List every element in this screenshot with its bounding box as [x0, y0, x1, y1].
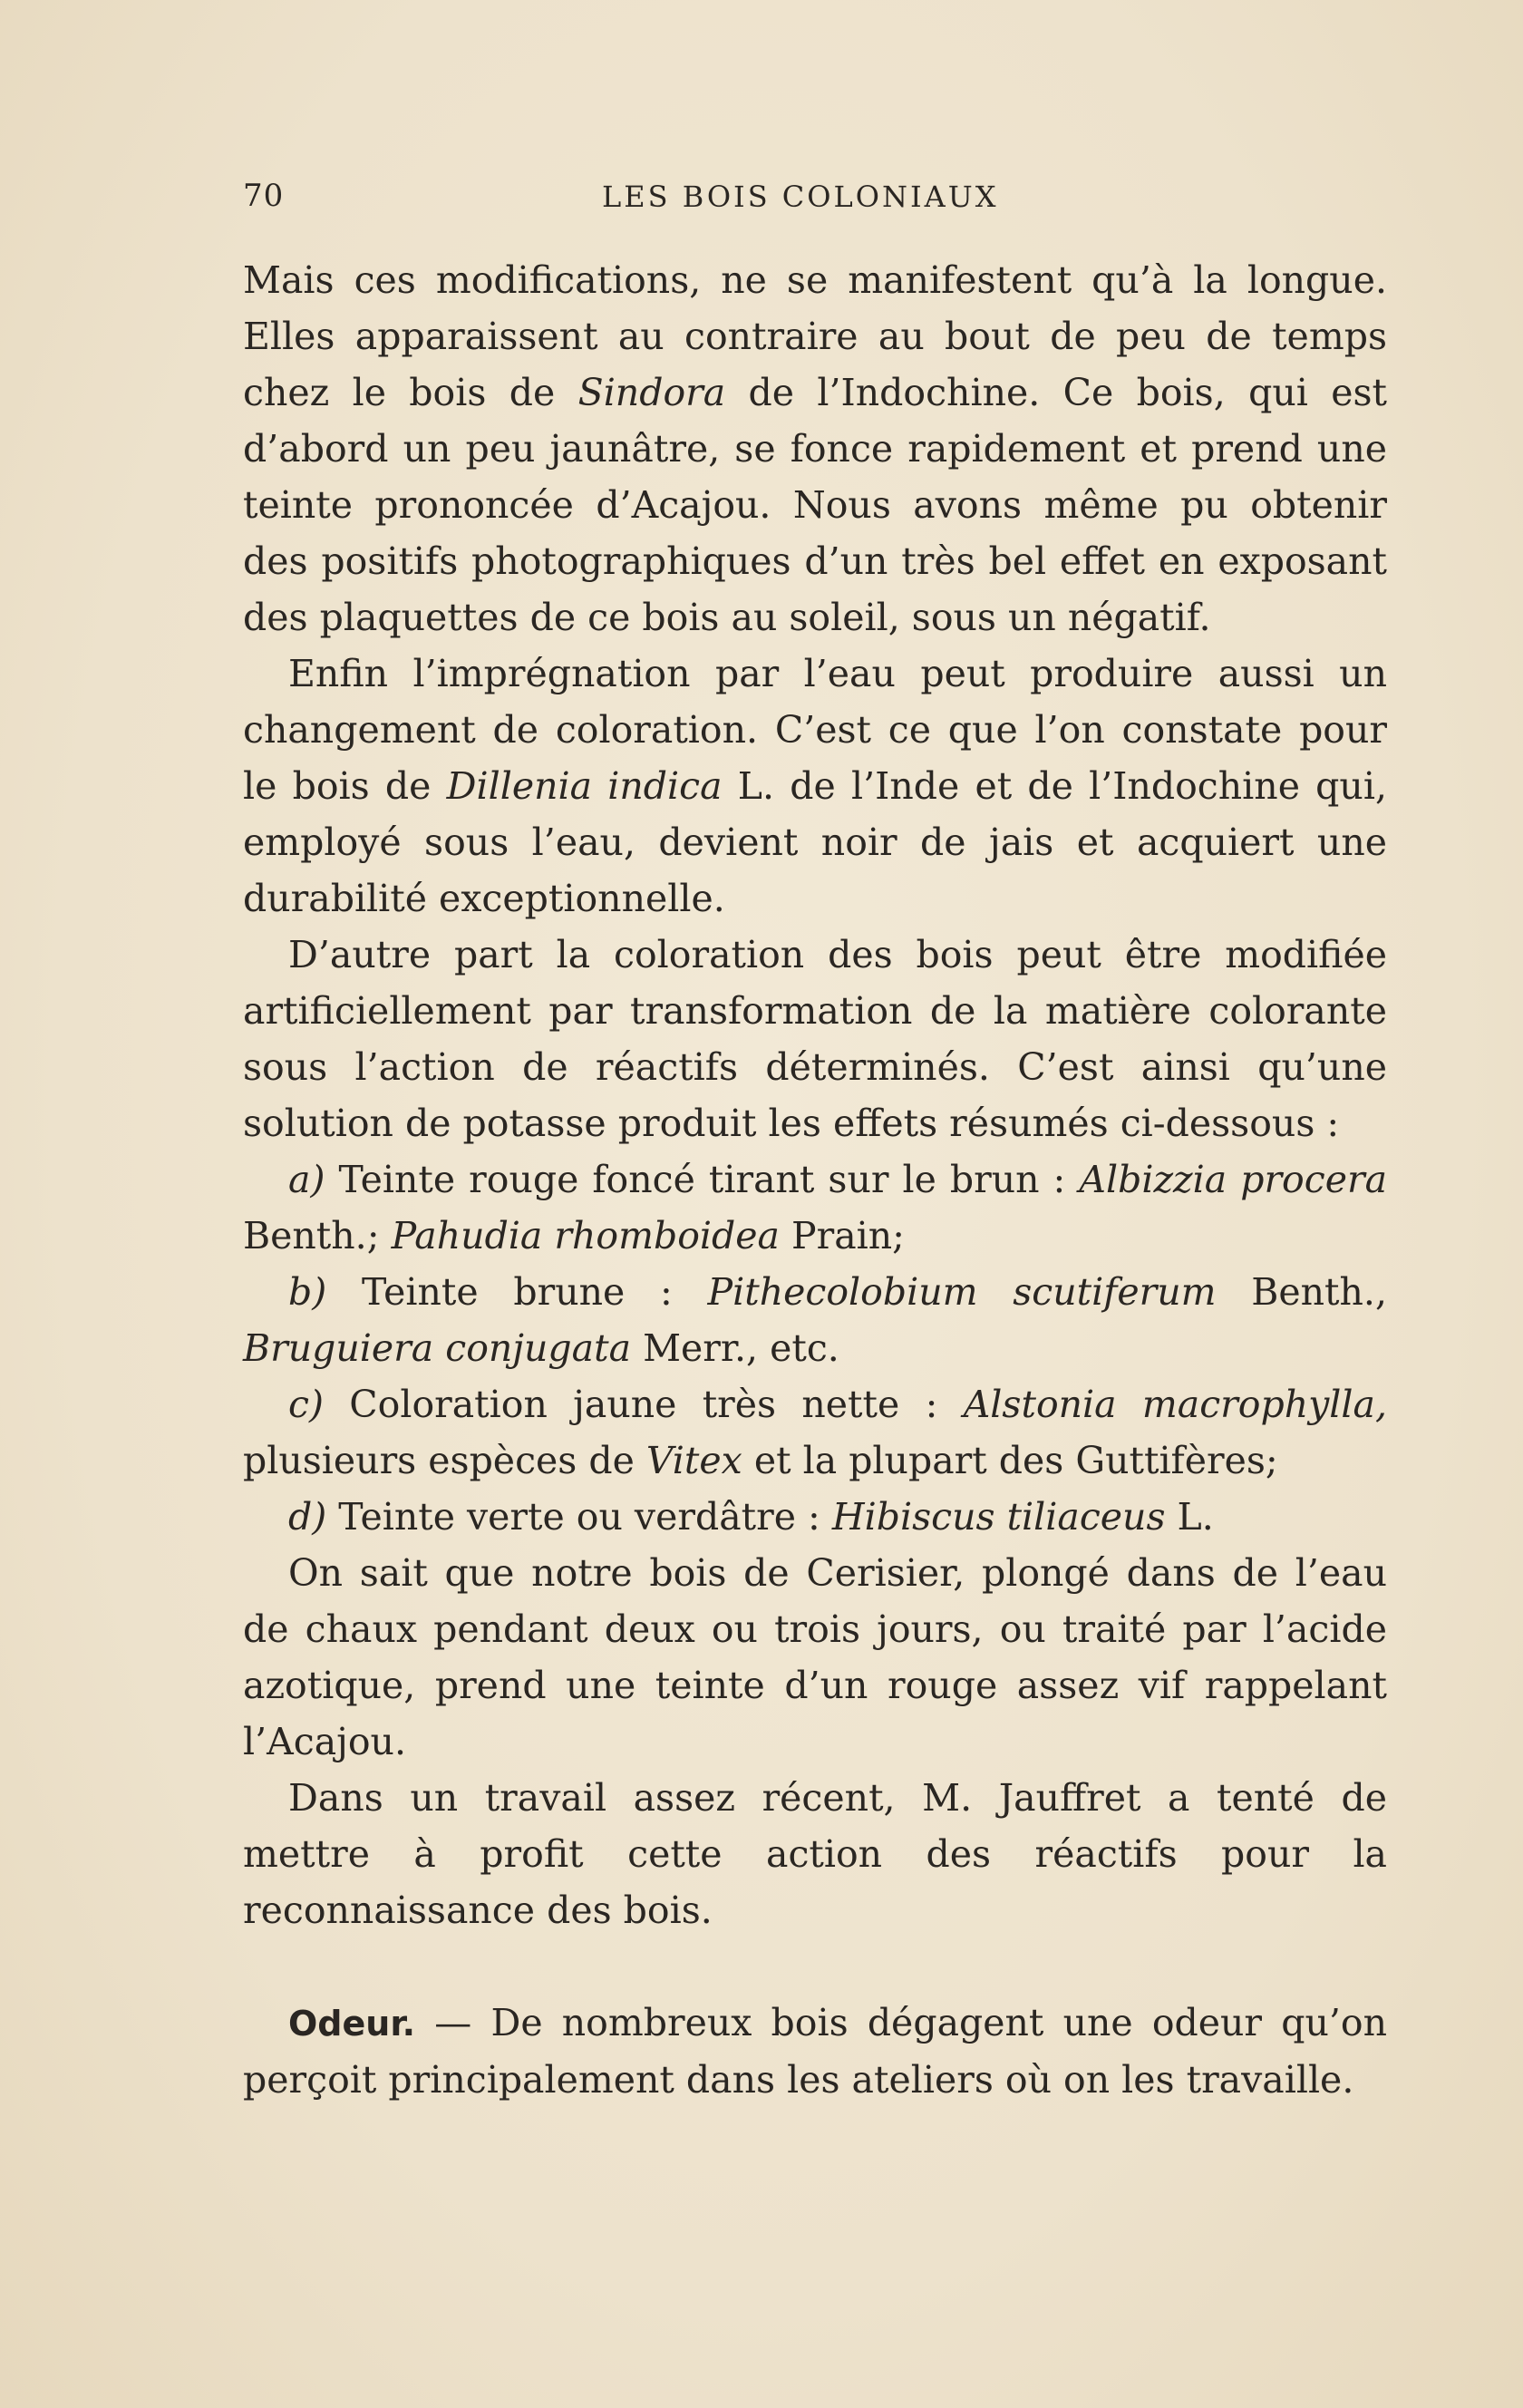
text-span: Mais ces modifications, ne se manifestent qu’à la longue. Elles apparaissent au contraire au bout de peu de temps chez le bois de: [243, 258, 1387, 414]
text-span: L.: [1165, 1495, 1214, 1539]
italic-species: Alstonia macrophylla,: [963, 1383, 1387, 1426]
text-span: Teinte verte ou verdâtre :: [326, 1495, 832, 1539]
paragraph-5: [243, 1770, 1387, 1938]
list-item-a: [243, 1151, 1387, 1264]
page-number: 70: [243, 178, 285, 214]
list-marker: c): [288, 1383, 324, 1426]
text-span: Dans un travail assez récent, M. Jauffret a tenté de mettre à profit cette action des réactifs pour la reconnaissance des bois.: [243, 1776, 1387, 1932]
text-span: Coloration jaune très nette :: [323, 1383, 964, 1426]
italic-species: Hibiscus tiliaceus: [831, 1495, 1166, 1539]
text-span: L. de l’Inde et de l’Indochine qui, employé sous l’eau, devient noir de jais et acquiert une durabilité exceptionnelle.: [243, 764, 1387, 920]
text-span: Benth.;: [243, 1214, 392, 1257]
text-span: plusieurs espèces de: [243, 1439, 646, 1482]
italic-species: Vitex: [645, 1439, 742, 1482]
paragraph-4: [243, 1545, 1387, 1770]
text-span: Merr., etc.: [631, 1326, 839, 1370]
paragraph-3: [243, 927, 1387, 1151]
text-span: D’autre part la coloration des bois peut être modifiée artificiellement par transformation de la matière colorante sous l’action de réactifs déterminés. C’est ainsi qu’une solution de potasse produit les effets résumés ci-dessous :: [243, 933, 1387, 1145]
paragraph-1: [243, 252, 1387, 646]
list-item-b: [243, 1264, 1387, 1376]
italic-species: Bruguiera conjugata: [243, 1326, 632, 1370]
text-span: Prain;: [779, 1214, 905, 1257]
italic-species: Albizzia procera: [1079, 1158, 1388, 1201]
list-marker: d): [288, 1495, 327, 1539]
text-span: Teinte rouge foncé tirant sur le brun :: [325, 1158, 1080, 1201]
text-span: de l’Indochine. Ce bois, qui est d’abord un peu jaunâtre, se fonce rapidement et prend une teinte prononcée d’Acajou. Nous avons même pu obtenir des positifs photographiques d’un très bel effet en exposant des plaquettes de ce bois au soleil, sous un négatif.: [243, 371, 1387, 639]
body-text: [243, 252, 1387, 2108]
list-marker: b): [288, 1270, 327, 1314]
list-item-c: [243, 1376, 1387, 1489]
italic-species: Pithecolobium scutiferum: [707, 1270, 1217, 1314]
text-span: On sait que notre bois de Cerisier, plongé dans de l’eau de chaux pendant deux ou trois jours, ou traité par l’acide azotique, prend une teinte d’un rouge assez vif rappelant l’Acajou.: [243, 1551, 1387, 1763]
text-span: Benth.,: [1216, 1270, 1387, 1314]
text-span: Enfin l’imprégnation par l’eau peut produire aussi un changement de coloration. C’est ce que l’on constate pour le bois de: [243, 652, 1387, 808]
text-span: Teinte brune :: [326, 1270, 708, 1314]
italic-species: Dillenia indica: [446, 764, 723, 808]
paragraph-2: [243, 646, 1387, 927]
section-heading: Odeur.: [288, 2004, 416, 2044]
section-odeur: [243, 1995, 1387, 2108]
page-header: [243, 178, 1387, 221]
text-span: — De nombreux bois dégagent une odeur qu’on perçoit principalement dans les ateliers où on les travaille.: [243, 2001, 1387, 2102]
list-item-d: [243, 1489, 1387, 1545]
text-span: et la plupart des Guttifères;: [742, 1439, 1278, 1482]
italic-species: Sindora: [577, 371, 726, 414]
italic-species: Pahudia rhomboidea: [391, 1214, 780, 1257]
section-gap: [243, 1938, 1387, 1995]
list-marker: a): [288, 1158, 325, 1201]
running-title: LES BOIS COLONIAUX: [602, 180, 999, 214]
